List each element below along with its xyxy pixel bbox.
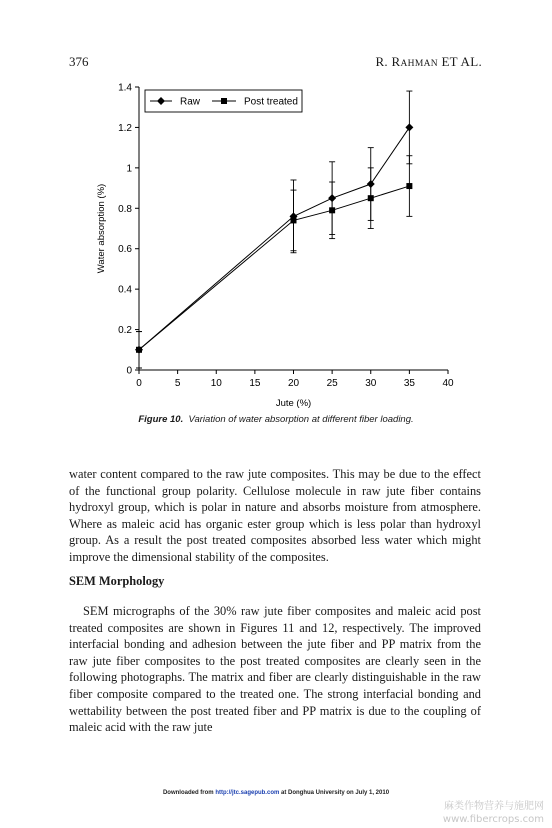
y-tick-label: 0.6 (118, 244, 132, 256)
legend-label: Post treated (244, 96, 298, 108)
x-tick-label: 15 (249, 378, 261, 389)
y-tick-label: 0.8 (118, 203, 132, 215)
x-tick-label: 40 (442, 378, 454, 389)
footer-prefix: Downloaded from (162, 790, 216, 796)
x-tick-label: 20 (287, 378, 300, 389)
page-number: 376 (69, 54, 89, 69)
watermark-line-2: www.fibercrops.com (442, 814, 544, 825)
x-tick-label: 35 (403, 378, 415, 389)
running-head-smallcaps: AHMAN (400, 59, 438, 69)
x-tick-label: 10 (210, 378, 222, 389)
body-paragraph-1: water content compared to the raw jute composites. This may be due to the effect of the functional group polarity. Cellulose molecule in raw jute fiber contains hydroxyl group, which is polar in nature and absorbs moisture from atmosphere. Where as maleic acid has organic ester group which is less polar than hydroxyl group. As a result the post treated composites absorbed less water which might improve the dimensional stability of the composites. (69, 467, 481, 564)
data-point (405, 123, 413, 131)
download-footer (0, 790, 552, 796)
data-point (329, 207, 335, 213)
x-tick-label: 30 (365, 378, 377, 389)
legend-marker (221, 98, 227, 104)
x-tick-label: 25 (326, 378, 338, 389)
section-heading: SEM Morphology (69, 574, 165, 588)
data-point (136, 347, 142, 353)
data-point (406, 183, 412, 189)
y-tick-label: 0 (126, 365, 132, 377)
running-head-suffix: ET AL. (437, 54, 482, 69)
x-tick-label: 0 (136, 378, 142, 389)
y-tick-label: 0.2 (118, 325, 132, 337)
data-point (291, 217, 297, 223)
legend-label: Raw (180, 96, 201, 108)
water-absorption-chart (0, 0, 552, 410)
y-tick-label: 1.4 (118, 82, 132, 94)
data-point (368, 195, 374, 201)
series-line-post-treated (139, 186, 409, 350)
y-tick-label: 1 (126, 163, 132, 175)
figure-caption (0, 414, 552, 425)
y-tick-label: 1.2 (118, 122, 132, 134)
y-axis-label: Water absorption (%) (96, 183, 107, 274)
figure-label: Figure 10. (138, 414, 184, 425)
body-paragraph-2: SEM micrographs of the 30% raw jute fiber composites and maleic acid post treated composites are shown in Figures 11 and 12, respectively. The improved interfacial bonding and adhesion between the jute fiber and PP matrix from the raw jute fiber composites to the post treated composites are clearly seen in the following photographs. The matrix and fiber are clearly distinguishable in the raw fiber composite compared to the treated one. The strong interfacial bonding and wettability between the post treated fiber and PP matrix is due to the coupling of maleic acid with the raw jute (69, 604, 481, 735)
watermark (443, 800, 544, 826)
x-tick-label: 5 (174, 378, 181, 389)
figure-caption-text: Variation of water absorption at different fiber loading. (188, 414, 414, 425)
y-tick-label: 0.4 (118, 284, 132, 296)
watermark-line-1: 麻类作物营养与施肥网 (444, 801, 544, 812)
footer-suffix: at Donghua University on July 1, 2010 (279, 790, 390, 796)
x-axis-label: Jute (%) (275, 398, 312, 409)
running-head-initial: R. R (375, 54, 401, 69)
footer-link[interactable]: http://jtc.sagepub.com (215, 790, 280, 796)
